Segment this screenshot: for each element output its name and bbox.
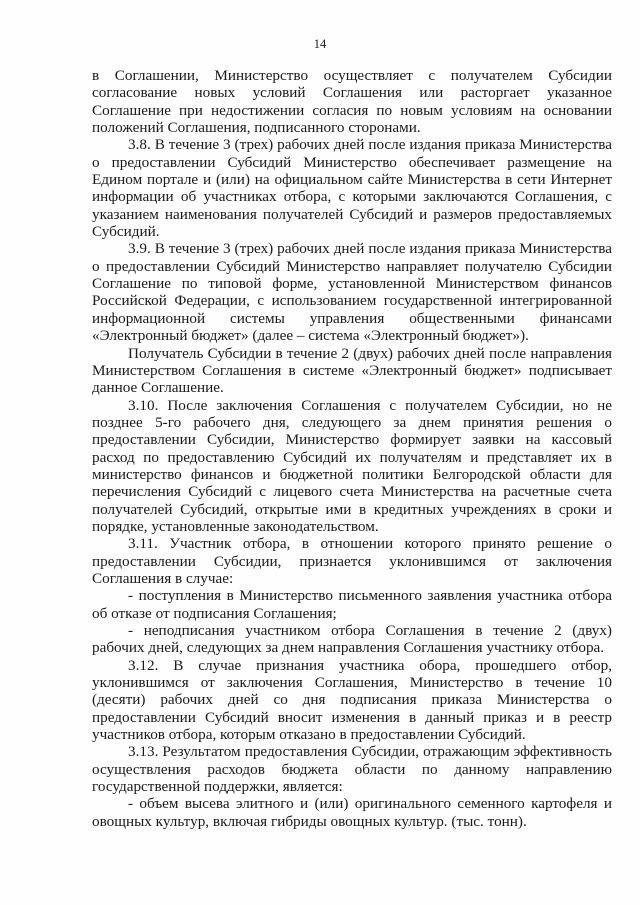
paragraph-3-12: 3.12. В случае признания участника обора, прошедшего отбор, уклонившимся от заключения Соглашения, Министерство в течение 10 (десяти) рабочих дней со дня подписания приказа Министерства о предоставлении Субсидий вносит изменения в данный приказ и в реестр участников отбора, которым отказано в предоставлении Субсидий.	[92, 656, 612, 744]
list-item-refusal-statement: - поступления в Министерство письменного заявления участника отбора об отказе от подписания Соглашения;	[92, 587, 612, 622]
page-number: 14	[313, 37, 327, 51]
list-item-non-signing: - неподписания участником отбора Соглашения в течение 2 (двух) рабочих дней, следующих за днем направления Соглашения участнику отбора.	[92, 622, 612, 657]
paragraph-3-13: 3.13. Результатом предоставления Субсидии, отражающим эффективность осуществления расходов бюджета области по данному направлению государственной поддержки, является:	[92, 743, 612, 796]
paragraph-3-9: 3.9. В течение 3 (трех) рабочих дней после издания приказа Министерства о предоставлении Субсидий Министерство направляет получателю Субсидии Соглашение по типовой форме, установленной Министерством финансов Российской Федерации, с использованием государственной интегрированной информационной системы управления общественными финансами «Электронный бюджет» (далее – система «Электронный бюджет»).	[92, 240, 612, 345]
paragraph-continuation: в Соглашении, Министерство осуществляет с получателем Субсидии согласование новых условий Соглашения или расторгает указанное Соглашение при недостижении согласия по новым условиям на основании положений Соглашения, подписанного сторонами.	[92, 67, 612, 137]
document-body	[92, 67, 612, 830]
paragraph-3-10: 3.10. После заключения Соглашения с получателем Субсидии, но не позднее 5-го рабочего дня, следующего за днем принятия решения о предоставлении Субсидии, Министерство формирует заявки на кассовый расход по предоставлению Субсидий их получателям и представляет их в министерство финансов и бюджетной политики Белгородской области для перечисления Субсидий с лицевого счета Министерства на расчетные счета получателей Субсидий, открытые ими в кредитных учреждениях в сроки и порядке, установленные законодательством.	[92, 396, 612, 535]
list-item-result-indicator: - объем высева элитного и (или) оригинального семенного картофеля и овощных культур, включая гибриды овощных культур. (тыс. тонн).	[92, 795, 612, 830]
paragraph-3-8: 3.8. В течение 3 (трех) рабочих дней после издания приказа Министерства о предоставлении Субсидий Министерство обеспечивает размещение на Едином портале и (или) на официальном сайте Министерства в сети Интернет информации об участниках отбора, с которыми заключаются Соглашения, с указанием наименования получателей Субсидий и размеров предоставляемых Субсидий.	[92, 136, 612, 241]
paragraph-3-11: 3.11. Участник отбора, в отношении которого принято решение о предоставлении Субсидии, признается уклонившимся от заключения Соглашения в случае:	[92, 535, 612, 587]
paragraph-3-9-signing: Получатель Субсидии в течение 2 (двух) рабочих дней после направления Министерством Соглашения в системе «Электронный бюджет» подписывает данное Соглашение.	[92, 344, 612, 397]
